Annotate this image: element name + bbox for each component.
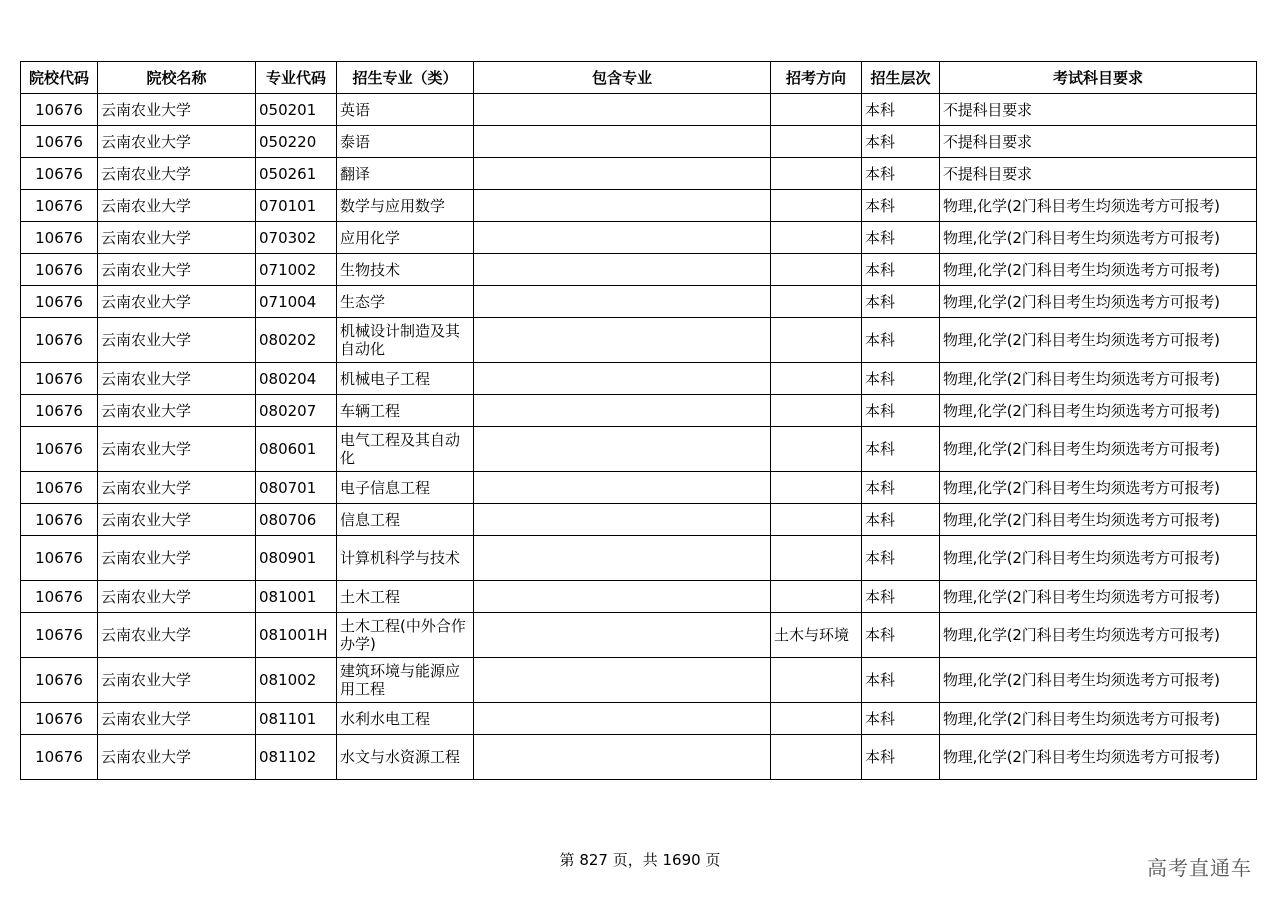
- cell-requirement: 不提科目要求: [940, 94, 1257, 126]
- table-row: [21, 658, 1257, 703]
- header-major-code: 专业代码: [256, 62, 337, 94]
- table-row: [21, 504, 1257, 536]
- cell-level: 本科: [862, 222, 940, 254]
- cell-school-code: 10676: [21, 504, 98, 536]
- watermark: 高考直通车: [1147, 856, 1252, 880]
- cell-requirement: 物理,化学(2门科目考生均须选考方可报考): [940, 286, 1257, 318]
- cell-major: 翻译: [337, 158, 474, 190]
- cell-direction: [771, 536, 862, 581]
- cell-level: 本科: [862, 126, 940, 158]
- cell-major-code: 050220: [256, 126, 337, 158]
- cell-school-name: 云南农业大学: [98, 126, 256, 158]
- header-direction: 招考方向: [771, 62, 862, 94]
- cell-major: 英语: [337, 94, 474, 126]
- table-row: [21, 286, 1257, 318]
- cell-major-code: 050261: [256, 158, 337, 190]
- cell-requirement: 物理,化学(2门科目考生均须选考方可报考): [940, 581, 1257, 613]
- cell-direction: [771, 158, 862, 190]
- table-row: [21, 735, 1257, 780]
- table-row: [21, 318, 1257, 363]
- cell-included-majors: [474, 472, 771, 504]
- cell-school-code: 10676: [21, 158, 98, 190]
- table-row: [21, 536, 1257, 581]
- cell-school-name: 云南农业大学: [98, 427, 256, 472]
- cell-major: 电气工程及其自动化: [337, 427, 474, 472]
- cell-major: 机械电子工程: [337, 363, 474, 395]
- cell-school-code: 10676: [21, 703, 98, 735]
- cell-major: 数学与应用数学: [337, 190, 474, 222]
- admissions-table: [20, 61, 1257, 780]
- cell-major: 水文与水资源工程: [337, 735, 474, 780]
- cell-included-majors: [474, 613, 771, 658]
- cell-requirement: 物理,化学(2门科目考生均须选考方可报考): [940, 427, 1257, 472]
- cell-direction: [771, 395, 862, 427]
- cell-school-name: 云南农业大学: [98, 613, 256, 658]
- cell-major: 计算机科学与技术: [337, 536, 474, 581]
- cell-school-name: 云南农业大学: [98, 658, 256, 703]
- cell-major: 机械设计制造及其自动化: [337, 318, 474, 363]
- cell-major: 土木工程: [337, 581, 474, 613]
- cell-requirement: 物理,化学(2门科目考生均须选考方可报考): [940, 613, 1257, 658]
- cell-direction: [771, 363, 862, 395]
- table-row: [21, 190, 1257, 222]
- cell-school-name: 云南农业大学: [98, 472, 256, 504]
- cell-school-name: 云南农业大学: [98, 254, 256, 286]
- cell-included-majors: [474, 254, 771, 286]
- table-body: [21, 94, 1257, 780]
- cell-school-code: 10676: [21, 318, 98, 363]
- cell-level: 本科: [862, 427, 940, 472]
- cell-direction: [771, 658, 862, 703]
- cell-included-majors: [474, 581, 771, 613]
- cell-school-code: 10676: [21, 735, 98, 780]
- cell-included-majors: [474, 286, 771, 318]
- cell-level: 本科: [862, 504, 940, 536]
- cell-requirement: 物理,化学(2门科目考生均须选考方可报考): [940, 703, 1257, 735]
- table-row: [21, 126, 1257, 158]
- cell-school-code: 10676: [21, 613, 98, 658]
- cell-included-majors: [474, 190, 771, 222]
- header-major: 招生专业（类）: [337, 62, 474, 94]
- cell-major-code: 081101: [256, 703, 337, 735]
- cell-direction: [771, 427, 862, 472]
- cell-level: 本科: [862, 658, 940, 703]
- table-row: [21, 94, 1257, 126]
- cell-major-code: 080701: [256, 472, 337, 504]
- cell-direction: [771, 126, 862, 158]
- cell-level: 本科: [862, 735, 940, 780]
- cell-level: 本科: [862, 363, 940, 395]
- cell-school-code: 10676: [21, 190, 98, 222]
- cell-included-majors: [474, 318, 771, 363]
- cell-requirement: 物理,化学(2门科目考生均须选考方可报考): [940, 395, 1257, 427]
- cell-included-majors: [474, 427, 771, 472]
- cell-major: 土木工程(中外合作办学): [337, 613, 474, 658]
- cell-direction: [771, 504, 862, 536]
- table-row: [21, 613, 1257, 658]
- cell-level: 本科: [862, 254, 940, 286]
- table-row: [21, 703, 1257, 735]
- cell-requirement: 物理,化学(2门科目考生均须选考方可报考): [940, 472, 1257, 504]
- cell-major-code: 050201: [256, 94, 337, 126]
- cell-school-name: 云南农业大学: [98, 581, 256, 613]
- cell-school-name: 云南农业大学: [98, 395, 256, 427]
- cell-school-code: 10676: [21, 658, 98, 703]
- cell-major: 电子信息工程: [337, 472, 474, 504]
- cell-major: 建筑环境与能源应用工程: [337, 658, 474, 703]
- cell-requirement: 物理,化学(2门科目考生均须选考方可报考): [940, 363, 1257, 395]
- cell-direction: [771, 222, 862, 254]
- cell-direction: [771, 190, 862, 222]
- cell-major-code: 080901: [256, 536, 337, 581]
- cell-level: 本科: [862, 613, 940, 658]
- cell-included-majors: [474, 126, 771, 158]
- cell-included-majors: [474, 158, 771, 190]
- cell-school-name: 云南农业大学: [98, 735, 256, 780]
- cell-requirement: 物理,化学(2门科目考生均须选考方可报考): [940, 504, 1257, 536]
- cell-included-majors: [474, 703, 771, 735]
- table-header-row: [21, 62, 1257, 94]
- cell-school-name: 云南农业大学: [98, 363, 256, 395]
- cell-included-majors: [474, 363, 771, 395]
- cell-requirement: 物理,化学(2门科目考生均须选考方可报考): [940, 190, 1257, 222]
- cell-level: 本科: [862, 581, 940, 613]
- cell-level: 本科: [862, 472, 940, 504]
- cell-major-code: 081001H: [256, 613, 337, 658]
- cell-school-code: 10676: [21, 472, 98, 504]
- cell-requirement: 物理,化学(2门科目考生均须选考方可报考): [940, 318, 1257, 363]
- cell-major-code: 080207: [256, 395, 337, 427]
- header-requirement: 考试科目要求: [940, 62, 1257, 94]
- table-row: [21, 254, 1257, 286]
- cell-school-name: 云南农业大学: [98, 318, 256, 363]
- header-school-name: 院校名称: [98, 62, 256, 94]
- cell-requirement: 不提科目要求: [940, 158, 1257, 190]
- cell-school-code: 10676: [21, 427, 98, 472]
- cell-major-code: 081102: [256, 735, 337, 780]
- cell-major-code: 071004: [256, 286, 337, 318]
- table-row: [21, 158, 1257, 190]
- cell-school-name: 云南农业大学: [98, 536, 256, 581]
- cell-school-name: 云南农业大学: [98, 222, 256, 254]
- cell-school-name: 云南农业大学: [98, 190, 256, 222]
- cell-school-code: 10676: [21, 536, 98, 581]
- cell-direction: [771, 735, 862, 780]
- cell-level: 本科: [862, 190, 940, 222]
- cell-school-code: 10676: [21, 94, 98, 126]
- cell-requirement: 物理,化学(2门科目考生均须选考方可报考): [940, 254, 1257, 286]
- cell-included-majors: [474, 504, 771, 536]
- cell-level: 本科: [862, 395, 940, 427]
- cell-major: 泰语: [337, 126, 474, 158]
- cell-direction: [771, 472, 862, 504]
- cell-direction: 土木与环境: [771, 613, 862, 658]
- header-school-code: 院校代码: [21, 62, 98, 94]
- cell-major-code: 080706: [256, 504, 337, 536]
- cell-major-code: 070101: [256, 190, 337, 222]
- table-row: [21, 363, 1257, 395]
- cell-school-name: 云南农业大学: [98, 94, 256, 126]
- cell-direction: [771, 318, 862, 363]
- page-number: 第 827 页，共 1690 页: [559, 851, 721, 869]
- cell-major-code: 080601: [256, 427, 337, 472]
- cell-included-majors: [474, 222, 771, 254]
- cell-school-code: 10676: [21, 286, 98, 318]
- header-included-majors: 包含专业: [474, 62, 771, 94]
- cell-school-code: 10676: [21, 222, 98, 254]
- cell-included-majors: [474, 94, 771, 126]
- cell-school-name: 云南农业大学: [98, 703, 256, 735]
- cell-school-name: 云南农业大学: [98, 158, 256, 190]
- cell-major: 信息工程: [337, 504, 474, 536]
- cell-major: 生物技术: [337, 254, 474, 286]
- cell-school-name: 云南农业大学: [98, 504, 256, 536]
- cell-school-code: 10676: [21, 581, 98, 613]
- cell-level: 本科: [862, 158, 940, 190]
- cell-major-code: 081001: [256, 581, 337, 613]
- table-row: [21, 581, 1257, 613]
- cell-school-code: 10676: [21, 363, 98, 395]
- cell-major: 生态学: [337, 286, 474, 318]
- table-row: [21, 472, 1257, 504]
- cell-requirement: 物理,化学(2门科目考生均须选考方可报考): [940, 658, 1257, 703]
- cell-included-majors: [474, 658, 771, 703]
- cell-direction: [771, 94, 862, 126]
- cell-major-code: 080204: [256, 363, 337, 395]
- header-level: 招生层次: [862, 62, 940, 94]
- cell-included-majors: [474, 395, 771, 427]
- table-row: [21, 395, 1257, 427]
- cell-requirement: 物理,化学(2门科目考生均须选考方可报考): [940, 222, 1257, 254]
- cell-level: 本科: [862, 286, 940, 318]
- cell-level: 本科: [862, 318, 940, 363]
- cell-major: 车辆工程: [337, 395, 474, 427]
- cell-major-code: 070302: [256, 222, 337, 254]
- table-row: [21, 427, 1257, 472]
- cell-major-code: 081002: [256, 658, 337, 703]
- table-row: [21, 222, 1257, 254]
- cell-included-majors: [474, 536, 771, 581]
- cell-major-code: 080202: [256, 318, 337, 363]
- cell-school-code: 10676: [21, 395, 98, 427]
- cell-level: 本科: [862, 94, 940, 126]
- cell-school-name: 云南农业大学: [98, 286, 256, 318]
- cell-requirement: 物理,化学(2门科目考生均须选考方可报考): [940, 536, 1257, 581]
- cell-direction: [771, 286, 862, 318]
- cell-school-code: 10676: [21, 126, 98, 158]
- cell-direction: [771, 581, 862, 613]
- cell-direction: [771, 703, 862, 735]
- cell-included-majors: [474, 735, 771, 780]
- cell-major: 应用化学: [337, 222, 474, 254]
- cell-level: 本科: [862, 703, 940, 735]
- cell-major: 水利水电工程: [337, 703, 474, 735]
- cell-direction: [771, 254, 862, 286]
- cell-school-code: 10676: [21, 254, 98, 286]
- cell-requirement: 物理,化学(2门科目考生均须选考方可报考): [940, 735, 1257, 780]
- cell-major-code: 071002: [256, 254, 337, 286]
- cell-level: 本科: [862, 536, 940, 581]
- cell-requirement: 不提科目要求: [940, 126, 1257, 158]
